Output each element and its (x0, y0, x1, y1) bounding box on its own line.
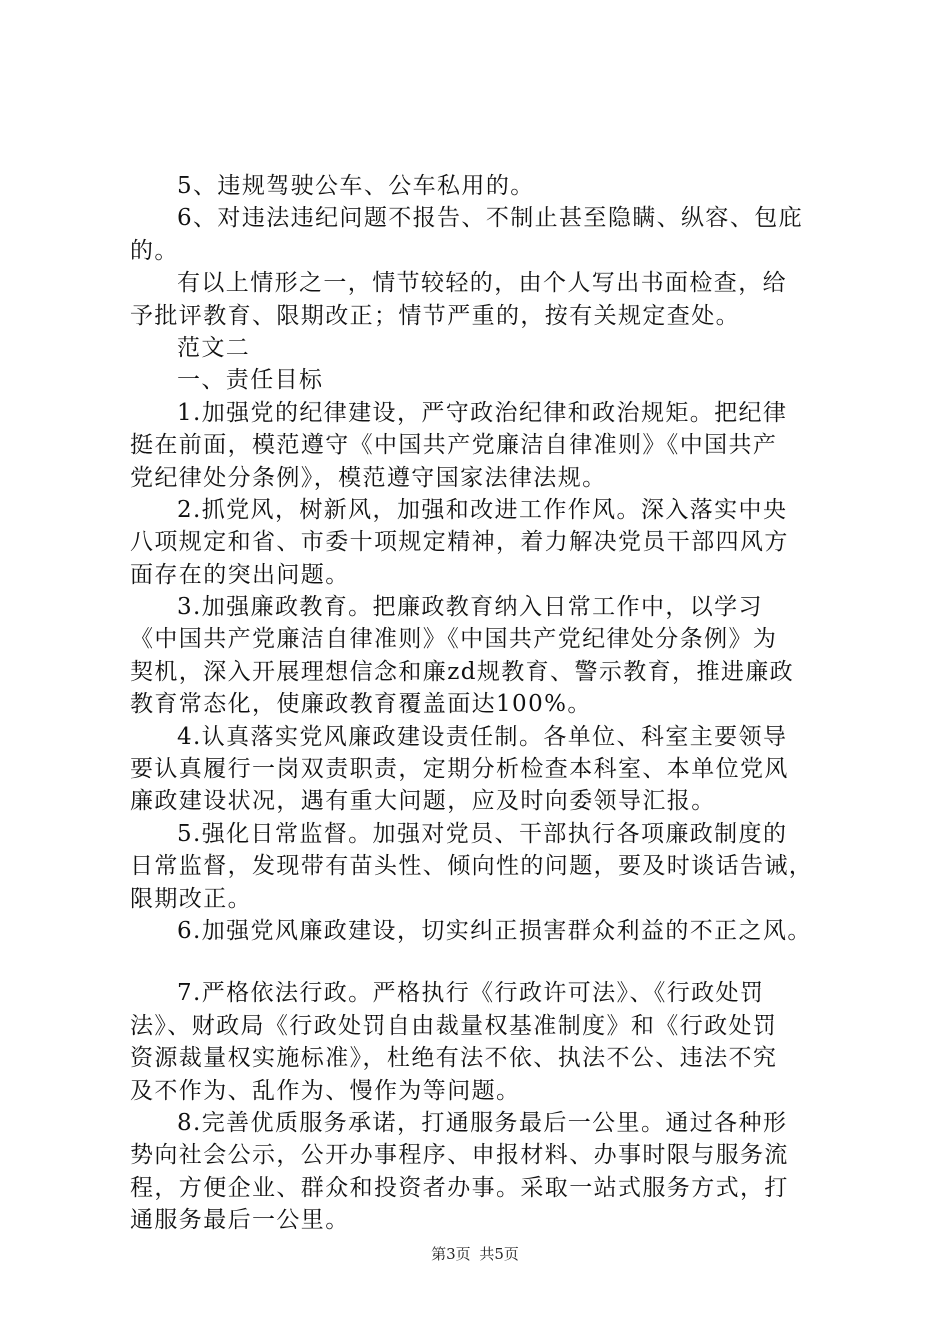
text-line: 3.加强廉政教育。把廉政教育纳入日常工作中，以学习 (177, 594, 763, 621)
text-line: 有以上情形之一，情节较轻的，由个人写出书面检查，给 (177, 270, 787, 297)
text-line: 契机，深入开展理想信念和廉zd规教育、警示教育，推进廉政 (130, 658, 795, 685)
text-line: 范文二 (177, 334, 251, 361)
text-line: 挺在前面，模范遵守《中国共产党廉洁自律准则》《中国共产 (130, 432, 778, 459)
page-number: 第3页 (431, 1245, 471, 1263)
text-line: 党纪律处分条例》，模范遵守国家法律法规。 (130, 464, 607, 491)
text-line: 日常监督，发现带有苗头性、倾向性的问题，要及时谈话告诫， (130, 853, 814, 880)
text-line: 面存在的突出问题。 (130, 561, 350, 588)
text-line: 6.加强党风廉政建设，切实纠正损害群众利益的不正之风。 (177, 917, 812, 944)
text-line: 6、对违法违纪问题不报告、不制止甚至隐瞒、纵容、包庇 (177, 205, 804, 232)
text-line: 法》、财政局《行政处罚自由裁量权基准制度》和《行政处罚 (130, 1012, 778, 1039)
text-line: 7.严格依法行政。严格执行《行政许可法》、《行政处罚 (177, 980, 765, 1007)
page-footer (0, 1243, 950, 1264)
text-line: 及不作为、乱作为、慢作为等问题。 (130, 1077, 521, 1104)
text-line: 予批评教育、限期改正；情节严重的，按有关规定查处。 (130, 302, 740, 329)
document-body (130, 170, 835, 1237)
text-line: 八项规定和省、市委十项规定精神，着力解决党员干部四风方 (130, 529, 789, 556)
text-line: 《中国共产党廉洁自律准则》《中国共产党纪律处分条例》为 (130, 626, 778, 653)
text-line: 5、违规驾驶公车、公车私用的。 (177, 173, 535, 199)
page-total: 共5页 (479, 1245, 519, 1263)
text-line: 8.完善优质服务承诺，打通服务最后一公里。通过各种形 (177, 1109, 788, 1136)
text-line: 1.加强党的纪律建设，严守政治纪律和政治规矩。把纪律 (177, 399, 788, 426)
text-line: 的。 (130, 237, 179, 264)
text-line: 2.抓党风，树新风，加强和改进工作作风。深入落实中央 (177, 496, 788, 523)
text-line: 程，方便企业、群众和投资者办事。采取一站式服务方式，打 (130, 1174, 789, 1201)
paragraph-gap (130, 947, 835, 977)
text-line: 一、责任目标 (177, 367, 324, 394)
text-line: 资源裁量权实施标准》，杜绝有法不依、执法不公、违法不究 (130, 1045, 778, 1072)
text-line: 势向社会公示，公开办事程序、申报材料、办事时限与服务流 (130, 1142, 789, 1169)
text-line: 通服务最后一公里。 (130, 1207, 350, 1234)
text-line: 4.认真落实党风廉政建设责任制。各单位、科室主要领导 (177, 723, 788, 750)
text-line: 廉政建设状况，遇有重大问题，应及时向委领导汇报。 (130, 788, 716, 815)
text-line: 5.强化日常监督。加强对党员、干部执行各项廉政制度的 (177, 820, 788, 847)
text-line: 要认真履行一岗双责职责，定期分析检查本科室、本单位党风 (130, 756, 789, 783)
text-line: 教育常态化，使廉政教育覆盖面达100%。 (130, 691, 592, 718)
text-line: 限期改正。 (130, 885, 252, 912)
